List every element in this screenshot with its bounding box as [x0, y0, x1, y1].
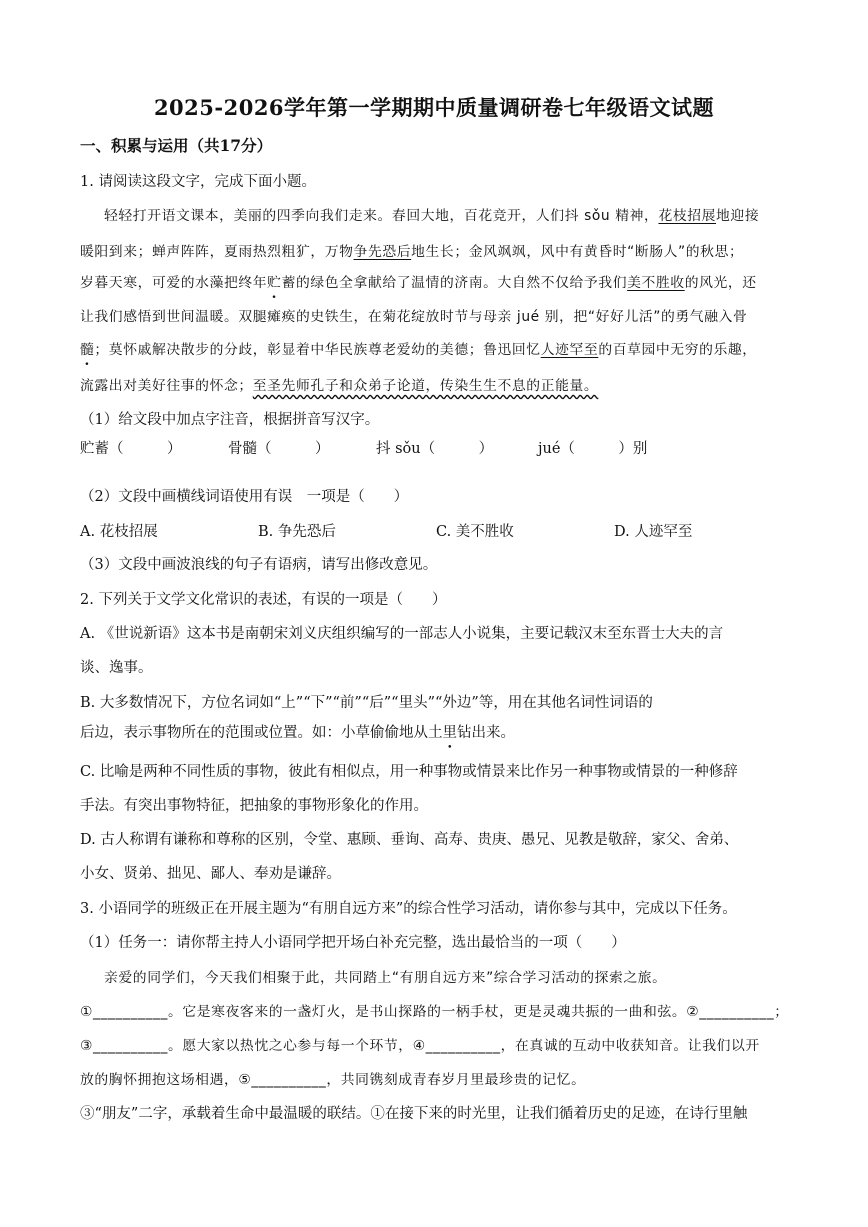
passage-text: 流露出对美好往事的怀念； [80, 378, 253, 394]
passage-line-3 [80, 271, 792, 291]
task-1-prompt: （1）任务一：请你帮主持人小语同学把开场白补充完整，选出最恰当的一项（ ） [80, 935, 626, 951]
dotted-char: 里 [442, 725, 457, 741]
option-a-line-2: 谈、逸事。 [80, 660, 153, 676]
passage-text: 岁暮天寒，可爱的水藻把终年 [80, 275, 268, 291]
passage-line-1 [104, 204, 792, 224]
option-sentence-line: ③“朋友”二字，承载着生命中最温暖的联结。①在接下来的时光里，让我们循着历史的足迹，在诗行里触 [80, 1106, 748, 1122]
choice-option: B. 争先恐后 [258, 524, 336, 540]
option-text: 钻出来。 [457, 725, 515, 741]
option-b-line-1: B. 大多数情况下，方位名词如“上”“下”“前”“后”“里头”“外边”等，用在其他名词性词语的 [80, 695, 653, 711]
option-text: 后边，表示事物所在的范围或位置。如：小草偷偷地从土 [80, 725, 443, 741]
passage-line-6 [80, 374, 792, 394]
passage-text: 的风光，还 [684, 275, 757, 291]
pinyin-blank: 骨髓（ ） [228, 441, 330, 457]
sub-question-1: （1）给文段中加点字注音，根据拼音写汉字。 [80, 412, 380, 428]
passage-text: 轻轻打开语文课本，美丽的四季向我们走来。春回大地，百花竞开，人们抖 sǒu 精神， [104, 208, 659, 224]
option-c-line-2: 手法。有突出事物特征，把抽象的事物形象化的作用。 [80, 798, 428, 814]
pinyin-blank: 贮蓄（ ） [80, 441, 182, 457]
pinyin-blank: jué（ ）别 [538, 441, 648, 457]
pinyin-blank: 抖 sǒu（ ） [376, 441, 494, 457]
section-heading: 一、积累与运用（共17分） [80, 136, 273, 155]
pinyin-row [80, 437, 792, 458]
passage-line-4: 让我们感悟到世间温暖。双腿瘫痪的史铁生，在菊花绽放时节与母亲 jué 别，把“好好儿活”的勇气融入骨 [80, 309, 748, 325]
question-1-stem: 1. 请阅读这段文字，完成下面小题。 [80, 174, 316, 190]
option-b-line-2 [80, 721, 792, 742]
choice-option: A. 花枝招展 [80, 524, 158, 540]
underlined-phrase: 美不胜收 [627, 275, 685, 291]
passage-line-2 [80, 240, 792, 260]
sub-question-3: （3）文段中画波浪线的句子有语病，请写出修改意见。 [80, 557, 438, 573]
dotted-char: 贮 [267, 275, 282, 291]
sub-question-2: （2）文段中画横线词语使用有误 一项是（ ） [80, 489, 409, 505]
underlined-phrase: 人迹罕至 [540, 342, 599, 358]
passage-text: 地迎接 [716, 208, 760, 224]
speech-line-1: 亲爱的同学们，今天我们相聚于此，共同踏上“有朋自远方来”综合学习活动的探索之旅。 [104, 970, 667, 986]
passage-text: ；莫怀戚解决散步的分歧，彰显着中华民族尊老爱幼的美德；鲁迅回忆 [94, 342, 541, 358]
question-2-stem: 2. 下列关于文学文化常识的表述，有误的一项是（ ） [80, 592, 447, 608]
option-c-line-1: C. 比喻是两种不同性质的事物，彼此有相似点，用一种事物或情景来比作另一种事物或情景的一种修辞 [80, 764, 738, 780]
passage-text: 蓄的绿色全拿献给了温情的济南。大自然不仅给予我们 [281, 275, 628, 291]
wavy-underlined-sentence: 至圣先师孔子和众弟子论道，传染生生不息的正能量。 [252, 378, 599, 394]
passage-text: 地生长；金风飒飒，风中有黄昏时“断肠人”的秋思； [411, 244, 744, 260]
dotted-char: 髓 [80, 342, 95, 358]
choice-option: D. 人迹罕至 [614, 524, 693, 540]
underlined-phrase: 花枝招展 [658, 208, 717, 224]
passage-line-5 [80, 338, 792, 358]
choice-option: C. 美不胜收 [436, 524, 514, 540]
question-3-stem: 3. 小语同学的班级正在开展主题为“有朋自远方来”的综合性学习活动，请你参与其中，完成以下任务。 [80, 901, 737, 917]
speech-line-4: 放的胸怀拥抱这场相遇，⑤__________，共同镌刻成青春岁月里最珍贵的记忆。 [80, 1072, 586, 1088]
underlined-phrase: 争先恐后 [353, 244, 412, 260]
passage-text: 的百草园中无穷的乐趣， [598, 342, 757, 358]
speech-line-2: ①__________。它是寒夜客来的一盏灯火，是书山探路的一柄手杖，更是灵魂共振的一曲和弦。②__________； [80, 1004, 789, 1020]
option-a-line-1: A. 《世说新语》这本书是南朝宋刘义庆组织编写的一部志人小说集，主要记载汉末至东晋士大夫的言 [80, 626, 724, 642]
speech-line-3: ③__________。愿大家以热忱之心参与每一个环节，④__________，在真诚的互动中收获知音。让我们以开 [80, 1038, 760, 1054]
option-d-line-1: D. 古人称谓有谦称和尊称的区别，令堂、惠顾、垂询、高寿、贵庚、愚兄、见教是敬辞，家父、舍弟、 [80, 832, 739, 848]
option-d-line-2: 小女、贤弟、拙见、鄙人、奉劝是谦辞。 [80, 866, 341, 882]
page-title: 2025-2026学年第一学期期中质量调研卷七年级语文试题 [153, 95, 715, 120]
passage-text: 暖阳到来；蝉声阵阵，夏雨热烈粗犷，万物 [80, 244, 354, 260]
choice-row [80, 520, 792, 541]
